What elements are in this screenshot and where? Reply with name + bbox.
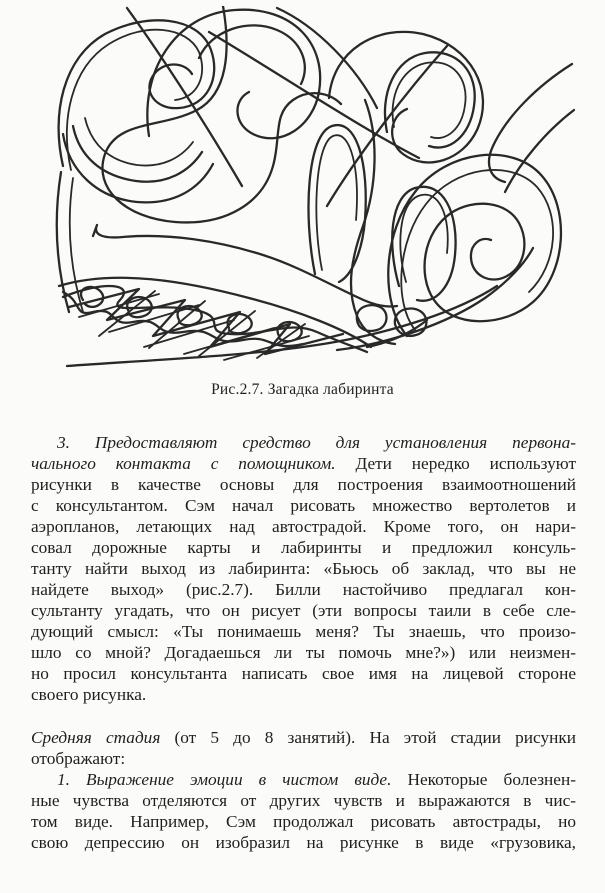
text-line: с консультантом. Сэм начал рисовать множество вертолетов и	[31, 496, 576, 515]
text-line: аэропланов, летающих над автострадой. Кроме того, он нари-	[31, 517, 576, 536]
paragraph	[31, 769, 576, 853]
text-line: своего рисунка.	[31, 685, 147, 704]
paragraph	[31, 727, 576, 769]
text-line: 3. Предоставляют средство для установления первона-	[57, 433, 576, 452]
text-line: найдете выход» (рис.2.7). Билли настойчиво предлагал кон-	[31, 580, 576, 599]
text-line: но просил консультанта написать свое имя на лицевой стороне	[31, 664, 576, 683]
text-line: дующий смысл: «Ты понимаешь меня? Ты знаешь, что произо-	[31, 622, 576, 641]
text-line: Средняя стадия (от 5 до 8 занятий). На этой стадии рисунки	[31, 728, 576, 747]
text-line: том виде. Например, Сэм продолжал рисовать автострады, но	[31, 812, 576, 831]
text-line: свою депрессию он изобразил на рисунке в виде «грузовика,	[31, 833, 576, 852]
body-text	[31, 432, 576, 853]
figure-caption: Рис.2.7. Загадка лабиринта	[211, 381, 394, 398]
text-line: чального контакта с помощником. Дети нередко используют	[31, 454, 577, 473]
text-line: шло со мной? Догадаешься ли ты помочь мне?») или неизмен-	[31, 643, 576, 662]
text-line: рисунки в качестве основы для построения взаимоотношений	[31, 475, 576, 494]
text-line: 1. Выражение эмоции в чистом виде. Некоторые болезнен-	[57, 770, 576, 789]
paragraph	[31, 432, 576, 705]
labyrinth-drawing-image	[27, 6, 575, 376]
text-line: отображают:	[31, 749, 126, 768]
text-line: ные чувства отделяются от других чувств и выражаются в чис-	[31, 791, 576, 810]
text-line: танту найти выход из лабиринта: «Бьюсь об заклад, что вы не	[31, 559, 576, 578]
text-line: совал дорожные карты и лабиринты и предложил консуль-	[31, 538, 576, 557]
text-line: сультанту угадать, что он рисует (эти вопросы таили в себе сле-	[31, 601, 576, 620]
